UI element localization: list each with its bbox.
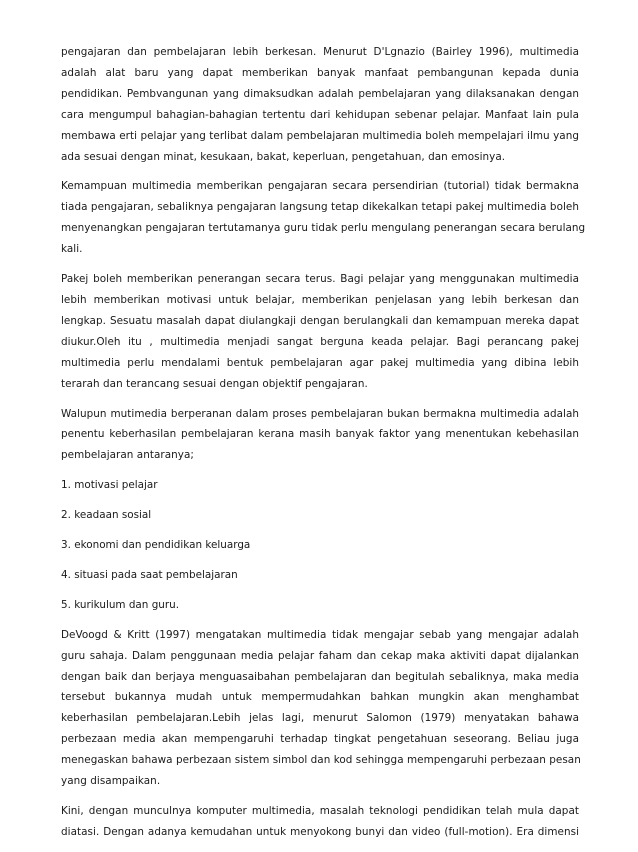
paragraph-package — [61, 269, 579, 394]
text-line: penentu keberhasilan pembelajaran kerana masih banyak faktor yang menentukan kebehasilan — [61, 428, 579, 441]
text-line: kali. — [61, 243, 83, 256]
paragraph-computer-multimedia — [61, 801, 579, 843]
text-line: Pakej boleh memberikan penerangan secara terus. Bagi pelajar yang menggunakan multimedia — [61, 273, 579, 286]
document-page — [61, 42, 586, 852]
text-line: keberhasilan pembelajaran.Lebih jelas lagi, menurut Salomon (1979) menyatakan bahawa — [61, 712, 579, 725]
list-item: 4. situasi pada saat pembelajaran — [61, 568, 238, 581]
text-line: ada sesuai dengan minat, kesukaan, bakat, keperluan, pengetahuan, dan emosinya. — [61, 150, 506, 163]
list-item: 2. keadaan sosial — [61, 509, 152, 522]
paragraph-factors-intro — [61, 404, 579, 467]
text-line: pengajaran dan pembelajaran lebih berkesan. Menurut D'Lgnazio (Bairley 1996), multimedia — [61, 46, 579, 58]
paragraph-tutorial — [61, 176, 586, 260]
text-line: menegaskan bahawa perbezaan sistem simbol dan kod sehingga mempengaruhi perbezaan pesan — [61, 754, 581, 767]
text-line: Kemampuan multimedia memberikan pengajaran secara persendirian (tutorial) tidak bermakna — [61, 180, 579, 193]
paragraph-devoogd-kritt — [61, 625, 579, 792]
text-line: tersebut bukannya mudah untuk mempermudahkan bahkan mungkin akan menghambat — [61, 691, 579, 704]
text-line: guru sahaja. Dalam penggunaan media pelajar faham dan cekap maka aktiviti dapat dijalankan — [61, 649, 579, 662]
text-line: diatasi. Dengan adanya kemudahan untuk menyokong bunyi dan video (full-motion). Era dimensi — [61, 825, 579, 838]
text-line: pendidikan. Pembvangunan yang dimaksudkan adalah pembelajaran yang dilaksanakan dengan — [61, 87, 579, 100]
text-line: yang disampaikan. — [61, 775, 161, 788]
text-line: dengan baik dan berjaya menguasaibahan pembelajaran dan begitulah sebaliknya, maka media — [61, 670, 579, 683]
text-line: Kini, dengan munculnya komputer multimedia, masalah teknologi pendidikan telah mula dapat — [61, 805, 579, 817]
text-line: Walupun mutimedia berperanan dalam proses pembelajaran bukan bermakna multimedia adalah — [61, 407, 579, 420]
text-line: adalah alat baru yang dapat memberikan banyak manfaat pembangunan kepada dunia — [61, 66, 579, 79]
list-item: 3. ekonomi dan pendidikan keluarga — [61, 539, 251, 552]
text-line: perbezaan media akan mempengaruhi terhadap tingkat pengetahuan seseorang. Beliau juga — [61, 733, 579, 746]
text-line: multimedia perlu mendalami bentuk pembelajaran agar pakej multimedia yang dibina lebih — [61, 356, 579, 369]
text-line: DeVoogd & Kritt (1997) mengatakan multimedia tidak mengajar sebab yang mengajar adalah — [61, 628, 579, 641]
paragraph-multimedia-benefits — [61, 42, 579, 167]
list-item: 1. motivasi pelajar — [61, 479, 158, 492]
text-line: pembelajaran antaranya; — [61, 449, 194, 462]
text-line: diukur.Oleh itu , multimedia menjadi sangat berguna keada pelajar. Bagi perancang pakej — [61, 335, 579, 348]
text-line: lengkap. Sesuatu masalah dapat diulangkaji dengan berulangkali dan kemampuan mereka dapat — [61, 314, 579, 327]
text-line: terarah dan terancang sesuai dengan objektif pengajaran. — [61, 377, 368, 390]
list-item: 5. kurikulum dan guru. — [61, 598, 180, 611]
text-line: menyenangkan pengajaran tertutamanya guru tidak perlu mengulang penerangan secara berulang — [61, 222, 586, 235]
text-line: tiada pengajaran, sebaliknya pengajaran langsung tetap dikekalkan tetapi pakej multimedia boleh — [61, 201, 579, 214]
text-line: lebih memberikan motivasi untuk belajar, memberikan penjelasan yang lebih berkesan dan — [61, 293, 579, 306]
text-line: cara mengumpul bahagian-bahagian tertentu dari kehidupan sebenar pelajar. Manfaat lain pula — [61, 108, 579, 121]
text-line: membawa erti pelajar yang terlibat dalam pembelajaran multimedia boleh mempelajari ilmu yang — [61, 129, 579, 142]
